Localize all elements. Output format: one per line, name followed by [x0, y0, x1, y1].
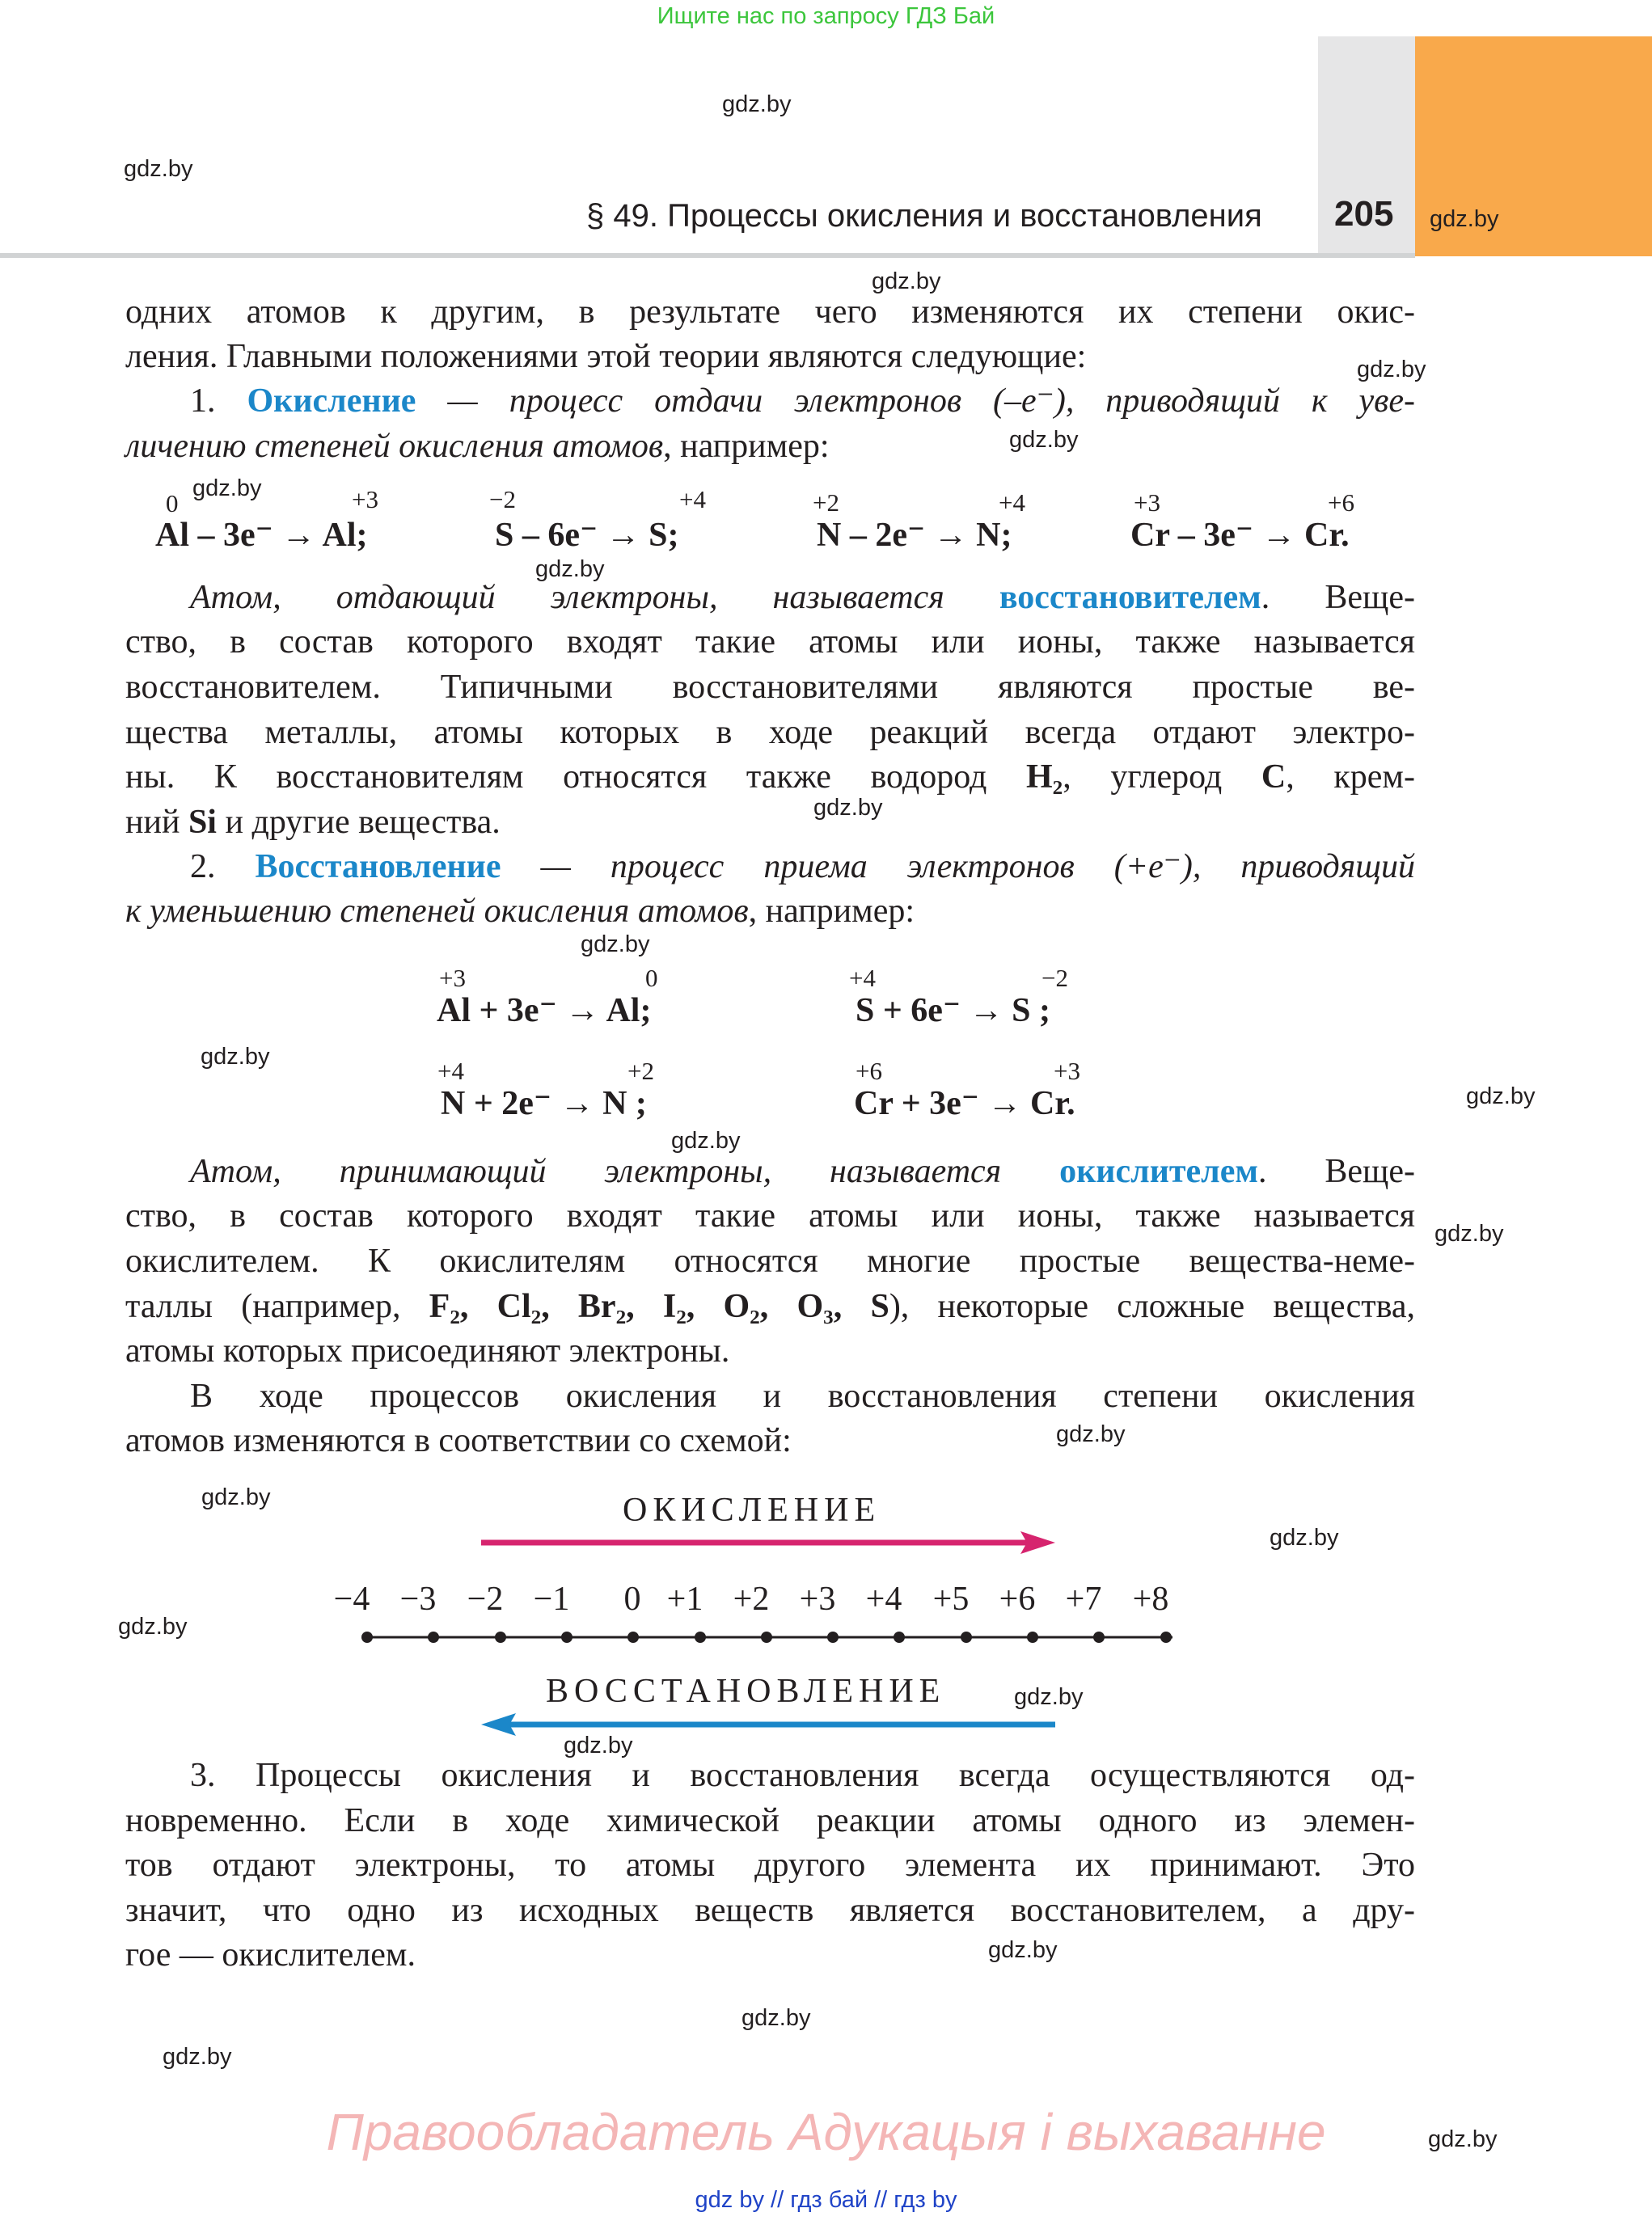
page-number: 205 [1334, 194, 1394, 234]
oxidation-state: +2 [627, 1057, 654, 1085]
scale-label: +2 [733, 1581, 770, 1618]
element: S ; [1012, 992, 1050, 1029]
text-line: В ходе процессов окисления и восстановления степени окисления [190, 1378, 1415, 1415]
scale-label: +8 [1132, 1581, 1169, 1618]
text-line: гое — окислителем. [125, 1936, 416, 1974]
section-title: § 49. Процессы окисления и восстановления [586, 198, 1262, 234]
text-line: восстановителем. Типичными восстановителями являются простые ве- [125, 669, 1415, 706]
reduction-arrow [477, 1710, 1059, 1739]
equation-oxidation-cr [1130, 514, 1350, 555]
watermark: gdz.by [1357, 357, 1426, 382]
text-line: ство, в состав которого входят такие атомы или ионы, также называется [125, 623, 1415, 661]
watermark: gdz.by [671, 1128, 741, 1154]
watermark: gdz.by [201, 1044, 270, 1070]
electron-transfer: – 2e⁻ → [849, 517, 968, 554]
text-fragment: таллы (например, [125, 1288, 401, 1325]
text-fragment: , углерод [1063, 758, 1223, 796]
watermark: gdz.by [722, 91, 792, 117]
footer-links[interactable]: gdz by // гдз бай // гдз by [695, 2187, 957, 2213]
watermark: gdz.by [1428, 2126, 1498, 2152]
watermark: gdz.by [535, 556, 605, 582]
element: S; [649, 517, 679, 554]
oxidation-state: 0 [166, 489, 179, 517]
oxidation-state: +3 [1134, 488, 1160, 517]
oxidation-state: +6 [856, 1057, 882, 1085]
watermark: gdz.by [581, 931, 650, 957]
text-line: 3. Процессы окисления и восстановления всегда осуществляются од- [190, 1757, 1415, 1794]
electron-transfer: – 3e⁻ → [197, 517, 316, 554]
oxidation-arrow [477, 1528, 1059, 1557]
oxidation-state: −2 [1041, 964, 1068, 992]
definition-text: Атом, отдающий электроны, называется [190, 579, 944, 616]
element: N [441, 1085, 466, 1122]
scale-label: −1 [533, 1581, 570, 1618]
equation-reduction-al [437, 990, 651, 1030]
element: Cr [854, 1085, 894, 1122]
watermark: gdz.by [988, 1937, 1058, 1963]
formula-h2: H₂ [1026, 758, 1063, 796]
oxidation-state: +4 [849, 964, 876, 992]
formula-c: C [1261, 758, 1287, 796]
oxidation-scale-axis [356, 1625, 1181, 1649]
watermark: gdz.by [1014, 1684, 1084, 1710]
watermark: gdz.by [1009, 427, 1079, 453]
text-fragment: ний [125, 804, 180, 841]
watermark: gdz.by [163, 2044, 232, 2070]
copyright-notice: Правообладатель Адукацыя і выхаванне [326, 2103, 1326, 2161]
watermark: gdz.by [201, 1484, 271, 1510]
term-reducer: восстановителем [999, 579, 1261, 616]
equation-reduction-s [856, 990, 1050, 1030]
element: Cr. [1304, 517, 1350, 554]
formula-si: Si [188, 804, 217, 841]
top-banner: Ищите нас по запросу ГДЗ Бай [657, 3, 995, 29]
equation-oxidation-al [155, 514, 368, 555]
header-rule [0, 253, 1415, 258]
text-line: новременно. Если в ходе химической реакции атомы одного из элемен- [125, 1802, 1415, 1839]
reduction-label: ВОССТАНОВЛЕНИЕ [546, 1673, 946, 1710]
element: Cr [1130, 517, 1170, 554]
term-oxidation: Окисление [247, 382, 416, 420]
scale-label: −3 [399, 1581, 437, 1618]
electron-transfer: – 6e⁻ → [522, 517, 640, 554]
scale-label: +1 [666, 1581, 703, 1618]
element: Al [437, 992, 471, 1029]
text-fragment: . Веще- [1257, 1153, 1415, 1190]
scale-label: +3 [799, 1581, 836, 1618]
electron-transfer: + 3e⁻ → [901, 1085, 1022, 1122]
text-fragment: ны. К восстановителям относятся также водород [125, 758, 987, 796]
oxidation-scale-labels [323, 1580, 1197, 1628]
text-line [125, 1284, 1415, 1329]
text-fragment: , крем- [1286, 758, 1415, 796]
definition-text: — процесс отдачи электронов (–e⁻), приводящий к уве- [447, 382, 1415, 420]
oxidation-state: +4 [437, 1057, 464, 1085]
element: N; [976, 517, 1012, 554]
text-line: щества металлы, атомы которых в ходе реакций всегда отдают электро- [125, 714, 1415, 751]
text-line: ство, в состав которого входят такие атомы или ионы, также называется [125, 1197, 1415, 1235]
oxidation-state: +3 [352, 485, 378, 513]
watermark: gdz.by [1270, 1525, 1339, 1551]
element: Al; [606, 992, 652, 1029]
scale-label: −4 [333, 1581, 370, 1618]
watermark: gdz.by [813, 795, 883, 821]
item-reduction-definition [125, 844, 1415, 889]
text-line: тов отдают электроны, то атомы другого элемента их принимают. Это [125, 1847, 1415, 1884]
definition-text: — процесс приема электронов (+e⁻), приводящий [540, 848, 1416, 885]
element: S [495, 517, 514, 554]
item-number: 1. [190, 382, 216, 420]
element: Al; [322, 517, 368, 554]
text-fragment: , например: [663, 428, 830, 465]
watermark: gdz.by [124, 156, 193, 182]
watermark: gdz.by [564, 1733, 633, 1758]
text-line: значит, что одно из исходных веществ является восстановителем, а дру- [125, 1892, 1415, 1929]
text-line [125, 424, 1415, 469]
scale-label: +6 [999, 1581, 1036, 1618]
oxidation-state: −2 [489, 485, 516, 513]
text-line: атомов изменяются в соответствии со схемой: [125, 1422, 792, 1459]
element: Cr. [1029, 1085, 1075, 1122]
equation-reduction-cr [854, 1083, 1075, 1123]
reducer-definition [125, 575, 1415, 620]
scale-label: +7 [1065, 1581, 1102, 1618]
text-line: одних атомов к другим, в результате чего изменяются их степени окис- [125, 293, 1415, 331]
electron-transfer: + 3e⁻ → [479, 992, 600, 1029]
text-line: окислителем. К окислителям относятся многие простые вещества-неме- [125, 1243, 1415, 1280]
watermark: gdz.by [1466, 1083, 1536, 1109]
watermark: gdz.by [192, 475, 262, 501]
term-oxidizer: окислителем [1059, 1153, 1258, 1190]
text-fragment: . Веще- [1261, 579, 1415, 616]
definition-text: личению степеней окисления атомов [125, 428, 664, 465]
definition-text: к уменьшению степеней окисления атомов [125, 893, 749, 930]
element: Al [155, 517, 189, 554]
scale-label: −2 [467, 1581, 504, 1618]
oxidation-state: +3 [439, 964, 466, 992]
watermark: gdz.by [1434, 1221, 1504, 1247]
text-line [125, 889, 1415, 934]
watermark: gdz.by [741, 2005, 811, 2031]
electron-transfer: – 3e⁻ → [1177, 517, 1296, 554]
watermark: gdz.by [1430, 206, 1499, 232]
equation-reduction-n [441, 1083, 647, 1123]
oxidation-state: +4 [999, 488, 1025, 517]
electron-transfer: + 2e⁻ → [473, 1085, 594, 1122]
watermark: gdz.by [872, 268, 941, 294]
watermark: gdz.by [118, 1614, 188, 1640]
text-fragment: ), некоторые сложные вещества, [889, 1288, 1415, 1325]
text-line [125, 754, 1415, 800]
oxidizer-definition [125, 1149, 1415, 1194]
text-line [125, 800, 1415, 845]
formula-nonmetals: F₂, Cl₂, Br₂, I₂, O₂, O₃, S [429, 1288, 889, 1325]
scale-label: 0 [623, 1581, 641, 1618]
item-number: 2. [190, 848, 216, 885]
electron-transfer: + 6e⁻ → [882, 992, 1003, 1029]
equation-oxidation-n [817, 514, 1012, 555]
text-fragment: , например: [748, 893, 915, 930]
oxidation-state: 0 [645, 964, 658, 992]
element: N ; [602, 1085, 647, 1122]
oxidation-state: +4 [679, 485, 706, 513]
text-line: ления. Главными положениями этой теории являются следующие: [125, 338, 1087, 375]
oxidation-label: ОКИСЛЕНИЕ [623, 1492, 881, 1529]
oxidation-state: +2 [813, 488, 839, 517]
text-line: атомы которых присоединяют электроны. [125, 1332, 730, 1370]
text-fragment: и другие вещества. [225, 804, 501, 841]
element: N [817, 517, 842, 554]
scale-label: +5 [932, 1581, 970, 1618]
oxidation-state: +6 [1328, 488, 1354, 517]
oxidation-state: +3 [1054, 1057, 1080, 1085]
term-reduction: Восстановление [255, 848, 501, 885]
scale-label: +4 [865, 1581, 902, 1618]
definition-text: Атом, принимающий электроны, называется [190, 1153, 1002, 1190]
equation-oxidation-s [495, 514, 679, 555]
item-oxidation-definition [125, 378, 1415, 424]
element: S [856, 992, 875, 1029]
watermark: gdz.by [1056, 1421, 1126, 1447]
